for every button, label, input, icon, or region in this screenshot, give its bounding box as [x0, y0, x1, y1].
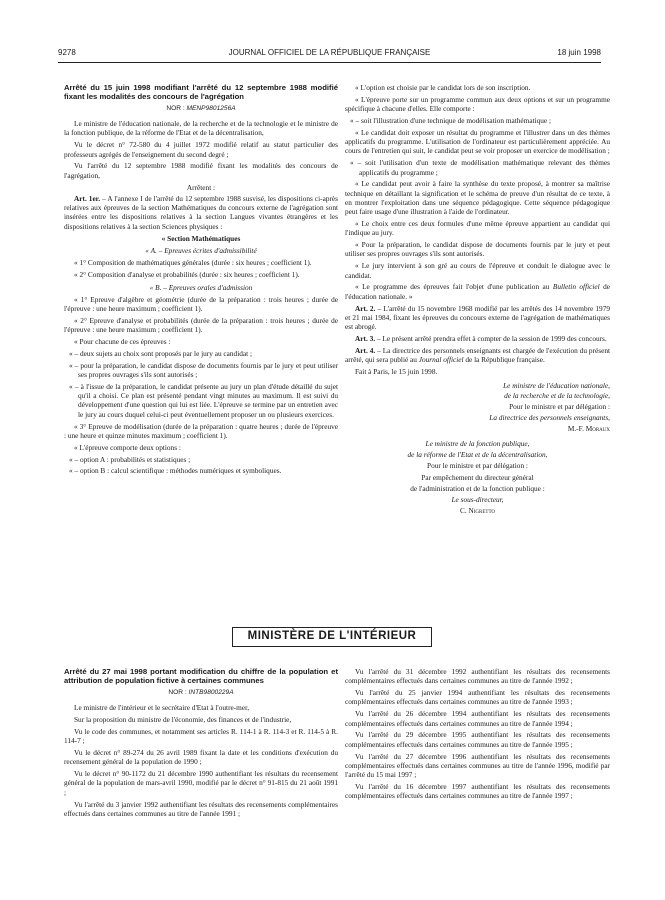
article-3-label: Art. 3. — [355, 333, 376, 343]
article-1-label: Art. 1er. — [74, 193, 101, 203]
article-4 — [345, 346, 610, 365]
paragraph: « Le jury intervient à son gré au cours de l'épreuve et conduit le dialogue avec le candidat. — [345, 261, 610, 280]
section-heading: « Section Mathématiques — [161, 233, 241, 243]
header-rule — [58, 62, 601, 63]
article-4-journal: Journal officiel — [418, 355, 464, 365]
journal-title: JOURNAL OFFICIEL DE LA RÉPUBLIQUE FRANÇAISE — [228, 48, 431, 57]
oral-test: « Pour chacune de ces épreuves : — [74, 337, 171, 347]
nor-label: NOR : — [166, 104, 185, 112]
written-test: « 2° Composition d'analyse et probabilités (durée : six heures ; coefficient 1). — [74, 270, 300, 280]
article-4-label: Art. 4. — [355, 345, 376, 355]
paragraph: Vu l'arrêté du 3 janvier 1992 authentifiant les résultats des recensements complémentaires effectués dans certaines communes au titre de l'année 1991 ; — [64, 799, 338, 818]
article-4-pre: – La directrice des personnels enseignants est chargée de l'exécution du présent arrêté, qui sera publié au — [345, 345, 610, 365]
article-1 — [64, 194, 338, 231]
options-intro: « L'épreuve comporte deux options : — [74, 442, 181, 452]
arrete1-left-column — [64, 83, 338, 603]
bulletin-paragraph — [345, 282, 610, 301]
done-at: Fait à Paris, le 15 juin 1998. — [355, 367, 438, 377]
paragraph: Sur la proposition du ministre de l'économie, des finances et de l'industrie, — [74, 715, 292, 724]
signature-line: Le ministre de l'éducation nationale, — [503, 380, 610, 390]
paragraph: Vu le code des communes, et notamment ses articles R. 114-1 à R. 114-3 et R. 114-5 à R. 114-7 ; — [64, 726, 338, 746]
ministry-heading: MINISTÈRE DE L'INTÉRIEUR — [232, 627, 432, 647]
arrete1-nor — [64, 105, 338, 113]
paragraph: Vu l'arrêté du 29 décembre 1995 authentifiant les résultats des recensements complémentaires effectués dans certaines communes au titre de l'année 1995 ; — [345, 730, 610, 749]
paragraph: Vu l'arrêté du 16 décembre 1997 authentifiant les résultats des recensements complémentaires effectués dans certaines communes au titre de l'année 1997 ; — [345, 781, 610, 801]
arrete2-title: Arrêté du 27 mai 1998 portant modification du chiffre de la population et attribution de population fictive à certaines communes — [64, 667, 338, 686]
paragraph: Vu l'arrêté du 31 décembre 1992 authentifiant les résultats des recensements complémentaires effectués dans certaines communes au titre de l'année 1992 ; — [345, 667, 610, 686]
option-item: « – option A : probabilités et statistiques ; — [69, 454, 191, 464]
signature-line: Pour le ministre et par délégation : — [509, 402, 610, 412]
paragraph: « Le candidat peut avoir à faire la synthèse du texte proposé, à montrer sa maîtrise technique en détaillant la signification et le schéma de preuve d'un résultat de ce texte, à en montrer l'exploitation dans une séquence pédagogique. Cette séquence pédagogique peut faire usage d'une illustration à l'aide de l'ordinateur. — [345, 179, 610, 217]
paragraph: « Pour la préparation, le candidat dispose de documents fournis par le jury et peut utiliser ses propres ouvrages s'ils sont autorisés. — [345, 240, 610, 259]
article-1-text: – A l'annexe I de l'arrêté du 12 septembre 1988 susvisé, les dispositions ci-après relatives aux épreuves de la section Mathématiques du concours externe de l'agrégation sont insérées entre les dispositions relatives à la section Langues vivantes étrangères et les dispositions relatives à la section Sciences physiques : — [64, 193, 338, 231]
page-number: 9278 — [58, 48, 76, 57]
option-item: « – option B : calcul scientifique : méthodes numériques et symboliques. — [69, 466, 282, 476]
signature-block-2 — [345, 439, 610, 516]
article-2-label: Art. 2. — [355, 303, 376, 313]
paragraph: Vu l'arrêté du 26 décembre 1994 authentifiant les résultats des recensements complémentaires effectués dans certaines communes au titre de l'année 1994 ; — [345, 709, 610, 728]
oral-test: « 2° Epreuve d'analyse et probabilités (durée de la préparation : trois heures ; durée de l'épreuve : une heure maximum ; coefficient 1). — [64, 315, 338, 335]
paragraph: « Le choix entre ces deux formules d'une même épreuve appartient au candidat qui l'indique au jury. — [345, 219, 610, 238]
written-test: « 1° Composition de mathématiques générales (durée : six heures ; coefficient 1). — [74, 258, 312, 268]
page-header — [58, 48, 601, 62]
signature-line: de la réforme de l'Etat et de la décentralisation, — [407, 450, 548, 460]
nor-code: MENP9801256A — [186, 104, 236, 112]
arrete2-right-column — [345, 667, 610, 867]
oral-dash-item: « – deux sujets au choix sont proposés par le jury au candidat ; — [69, 348, 252, 358]
intro-paragraph: Vu l'arrêté du 12 septembre 1988 modifié fixant les modalités des concours de l'agrégation, — [64, 161, 338, 180]
signature-line: de l'administration et de la fonction publique : — [410, 483, 545, 493]
issue-date: 18 juin 1998 — [557, 48, 601, 57]
paragraph: Le ministre de l'intérieur et le secrétaire d'Etat à l'outre-mer, — [74, 703, 250, 713]
article-2-text: – L'arrêté du 15 novembre 1968 modifié par les arrêtés des 14 novembre 1979 et 21 mai 1984, fixant les épreuves du concours externe de l'agrégation de mathématiques est abrogé. — [345, 303, 610, 332]
oral-dash-item: « – pour la préparation, le candidat dispose de documents fournis par le jury et peut utiliser ses propres ouvrages s'ils sont autorisés ; — [69, 360, 338, 379]
signature-line: Pour le ministre et par délégation : — [427, 461, 528, 471]
paragraph: Vu l'arrêté du 27 décembre 1996 authentifiant les résultats des recensements complémentaires effectués dans certaines communes au titre de l'année 1996, modifié par l'arrêté du 15 mai 1997 ; — [345, 751, 610, 780]
signatory-name: M.-F. Moraux — [567, 423, 610, 433]
intro-paragraph: Le ministre de l'éducation nationale, de la recherche et de la technologie et le ministre de la fonction publique, de la réforme de l'Etat et de la décentralisation, — [64, 119, 338, 138]
oral-test: « 3° Epreuve de modélisation (durée de la préparation : quatre heures ; durée de l'épreuve : une heure et quinze minutes maximum ; coefficient 1). — [64, 421, 338, 440]
arrete2-nor — [64, 689, 338, 697]
signature-line: de la recherche et de la technologie, — [504, 391, 610, 401]
paragraph: Vu l'arrêté du 25 janvier 1994 authentifiant les résultats des recensements complémentaires effectués dans certaines communes au titre de l'année 1993 ; — [345, 688, 610, 707]
dash-item: « – soit l'illustration d'une technique de modélisation mathématique ; — [350, 115, 552, 125]
bulletin-post: de l'éducation nationale. » — [345, 282, 610, 301]
subsection-b-heading: « B. – Epreuves orales d'admission — [149, 282, 253, 292]
bulletin-title: Bulletin officiel — [552, 282, 600, 292]
article-2 — [345, 304, 610, 332]
signature-block-1 — [345, 381, 610, 433]
signature-line: La directrice des personnels enseignants, — [489, 412, 610, 422]
paragraph: « L'épreuve porte sur un programme commun aux deux options et sur un programme spécifique à chacune d'elles. Elle comporte : — [345, 94, 610, 114]
oral-test: « 1° Epreuve d'algèbre et géométrie (durée de la préparation : trois heures ; durée de l'épreuve : une heure maximum ; coefficient 1). — [64, 294, 338, 314]
arrete2-left-column — [64, 667, 338, 867]
arrete1-title: Arrêté du 15 juin 1998 modifiant l'arrêté du 12 septembre 1988 modifié fixant les modalités des concours de l'agrégation — [64, 83, 338, 102]
signature-line: Par empêchement du directeur général — [421, 472, 534, 482]
subsection-a-heading: « A. – Epreuves écrites d'admissibilité — [145, 246, 257, 256]
oral-dash-item: « – à l'issue de la préparation, le candidat présente au jury un plan d'étude détaillé du sujet qu'il a choisi. Ce plan est présenté pendant vingt minutes au maximum. Il est suivi du développement d'une question qui lui est liée. L'épreuve se termine par un entretien avec le jury au cours duquel celui-ci peut éventuellement proposer un ou plusieurs exercices. — [69, 381, 338, 419]
intro-paragraph: Vu le décret n° 72-580 du 4 juillet 1972 modifié relatif au statut particulier des professeurs agrégés de l'enseignement du second degré ; — [64, 140, 338, 159]
arrete1-right-column — [345, 83, 610, 603]
article-4-post: de la République française. — [463, 355, 545, 365]
article-3-text: – Le présent arrêté prendra effet à compter de la session de 1999 des concours. — [375, 333, 607, 343]
bulletin-pre: « Le programme des épreuves fait l'objet d'une publication au — [355, 282, 553, 292]
paragraph: Vu le décret n° 89-274 du 26 avril 1989 fixant la date et les conditions d'exécution du recensement général de la population de 1990 ; — [64, 747, 338, 767]
dash-item: « – soit l'utilisation d'un texte de modélisation mathématique relevant des thèmes applicatifs du programme ; — [350, 158, 610, 177]
signatory-name: C. Nigretto — [459, 506, 496, 516]
arretent-heading: Arrêtent : — [186, 182, 216, 192]
paragraph: « L'option est choisie par le candidat lors de son inscription. — [355, 83, 531, 92]
paragraph: « Le candidat doit exposer un résultat du programme et l'illustrer dans un des thèmes applicatifs du programme. L'utilisation de l'ordinateur est particulièrement appréciée. Au cours de l'entretien qui suit, le candidat peut se voir proposer un exercice de modélisation ; — [345, 127, 610, 156]
nor-label: NOR : — [168, 688, 187, 696]
paragraph: Vu le décret n° 90-1172 du 21 décembre 1990 authentifiant les résultats du recensement général de la population de mars-avril 1990, modifié par le décret n° 91-815 du 21 août 1991 ; — [64, 769, 338, 797]
nor-code: INTB9800229A — [188, 688, 234, 696]
article-3 — [345, 334, 610, 343]
signature-line: Le ministre de la fonction publique, — [425, 438, 530, 448]
signature-line: Le sous-directeur, — [451, 495, 504, 505]
